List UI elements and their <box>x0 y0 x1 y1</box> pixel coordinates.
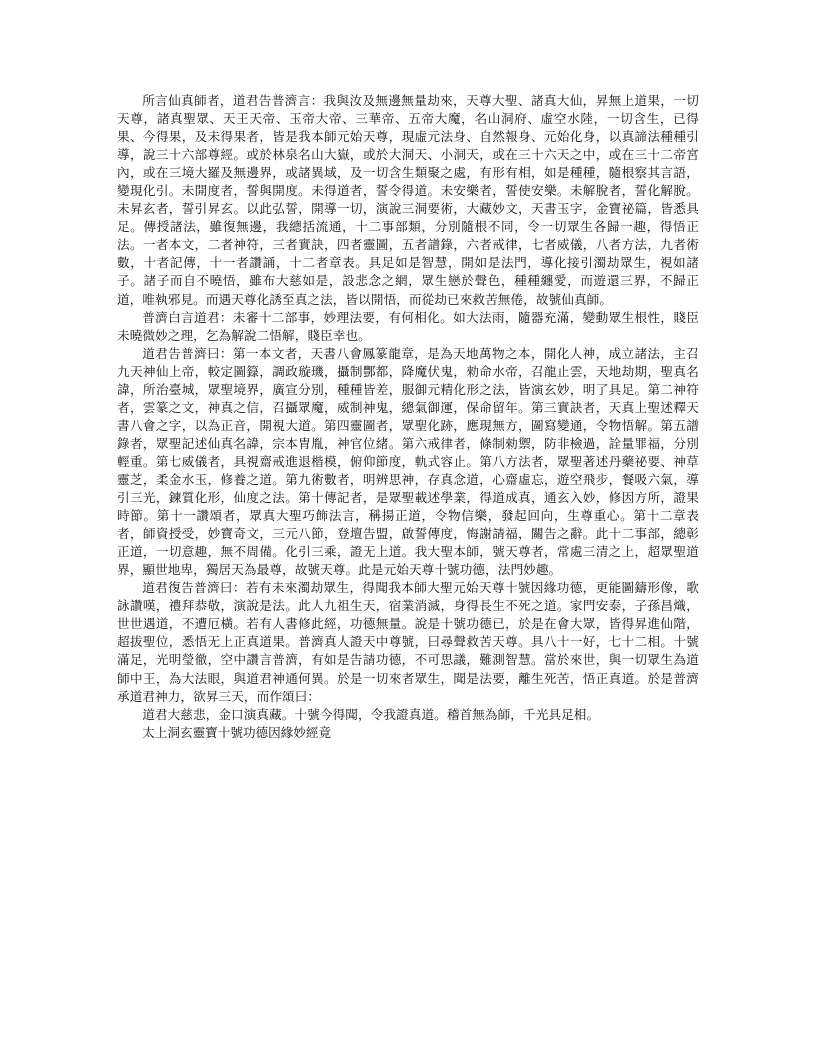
paragraph-2: 普濟白言道君：未審十二部事，妙理法要，有何相化。如大法雨，隨器充滿，變動眾生根性，賤臣未曉微妙之理，乞為解說二悟解，賤臣幸也。 <box>117 309 699 343</box>
paragraph-4: 道君復告普濟曰：若有未來濁劫眾生，得聞我本師大聖元始天尊十號因緣功德，更能圖鑄形像，歌詠讚嘆，禮拜恭敬，演說是法。此人九祖生天，宿業消滅，身得長生不死之道。家門安泰，子孫昌熾，世世遇道，不遭厄橫。若有人書修此經，功德無量。說是十號功德已，於是在會大眾，皆得昇進仙階，超拔聖位，悉悟无上正真道果。普濟真人證天中尊號，曰尋聲救苦天尊。具八十一好，七十二相。十號滿足，光明瑩徹，空中讚言普濟，有如是告請功德，不可思議，難測智慧。當於來世，與一切眾生為道師中王，為大法眼，與道君神通何異。於是一切來者眾生，聞是法要，離生死苦，悟正真道。於是普濟承道君神力，欲昇三天，而作頌曰： <box>117 580 699 704</box>
closing-title: 太上洞玄靈寶十號功德因緣妙經竟 <box>142 724 332 740</box>
paragraph-1: 所言仙真師者，道君告普濟言：我與汝及無邊無量劫來，天尊大聖、諸真大仙，昇無上道果，一切天尊，諸真聖眾、天王天帝、玉帝大帝、三華帝、五帝大魔，名山洞府、虛空水陸，一切含生，已得果、今得果，及未得果者，皆是我本師元始天尊，現虛元法身、自然報身、元始化身，以真諦法種種引導，說三十六部尊經。或於林泉名山大嶽，或於大洞天、小洞天，或在三十六天之中，或在三十二帝宮內，或在三境大羅及無邊界，或諸異域，及一切含生類聚之處，有形有相，如是種種，隨根察其言語，變現化引。未開度者，誓與開度。未得道者，誓令得道。未安樂者，誓使安樂。未解脫者，誓化解脫。未昇玄者，誓引昇玄。以此弘誓，開導一切，演說三洞要術，大藏妙文，天書玉字，金寶祕篇，皆悉具足。傳授諸法，雖復無邊，我總括流通，十二事部類，分別隨根不同，令一切眾生各歸一趣，得悟正法。一者本文，二者神符，三者實訣，四者靈圖，五者譜錄，六者戒律，七者威儀，八者方法，九者術數，十者記傳，十一者讚誦，十二者章表。具足如是智慧，開如是法門，導化接引濁劫眾生，視如諸子。諸子而自不曉悟，雖布大慈如是，設悲念之網，眾生戀於聲色，種種纏愛，而遊還三界，不歸正道，唯執邪見。而遇天尊化誘至真之法，皆以開悟，而從劫已來救苦無倦，故號仙真師。 <box>117 93 699 307</box>
verse-line: 道君大慈悲，金口演真藏。十號今得聞，令我證真道。稽首無為師，千光具足相。 <box>142 706 600 722</box>
paragraph-3: 道君告普濟曰：第一本文者，天書八會鳳篆龍章，是為天地萬物之本，開化人神，成立諸法，主召九天神仙上帝，較定圖籙，調政璇璣，攝制酆都，降魔伏鬼，勑命水帝，召龍止雲，天地劫期，聖真名諱，所治臺城，眾聖境界，廣宣分別，種種皆差，服御元精化形之法，皆演玄妙，明了具足。第二神符者，雲篆之文，神真之信，召攝眾魔，威制神鬼，總氣御運，保命留年。第三實訣者，天真上聖述釋天書八會之字，以為正音，開視大道。第四靈圖者，眾聖化跡，應現無方，圖寫變通，令物悟解。第五譜錄者，眾聖記述仙真名諱，宗本胄胤，神官位緒。第六戒律者，條制勑禦，防非檢過，詮量罪福，分別輕重。第七威儀者，具視齋戒進退楷模，俯仰節度，軌式容止。第八方法者，眾聖著述丹藥祕要、神草靈芝，柔金水玉，修養之道。第九術數者，明辨思神，存真念道，心齋虛忘，遊空飛步，餐吸六氣，導引三光，鍊質化形，仙度之法。第十傳記者，是眾聖載述學業，得道成真，通玄入妙，修因方所，證果時節。第十一讚頌者，眾真大聖巧飾法言，稱揚正道，令物信樂，發起回向，生尊重心。第十二章表者，師資授受，妙寶奇文，三元八節，登壇告盟，啟誓傳度，悔謝請福，關告之辭。此十二事部，總彰正道，一切意趣，無不周備。化引三乘，證无上道。我大聖本師，號天尊者，常處三清之上，超眾聖道界，顯世地卑，獨居天為最尊，故號天尊。此是元始天尊十號功德，法門妙趣。 <box>117 345 699 578</box>
document-page <box>117 92 699 742</box>
